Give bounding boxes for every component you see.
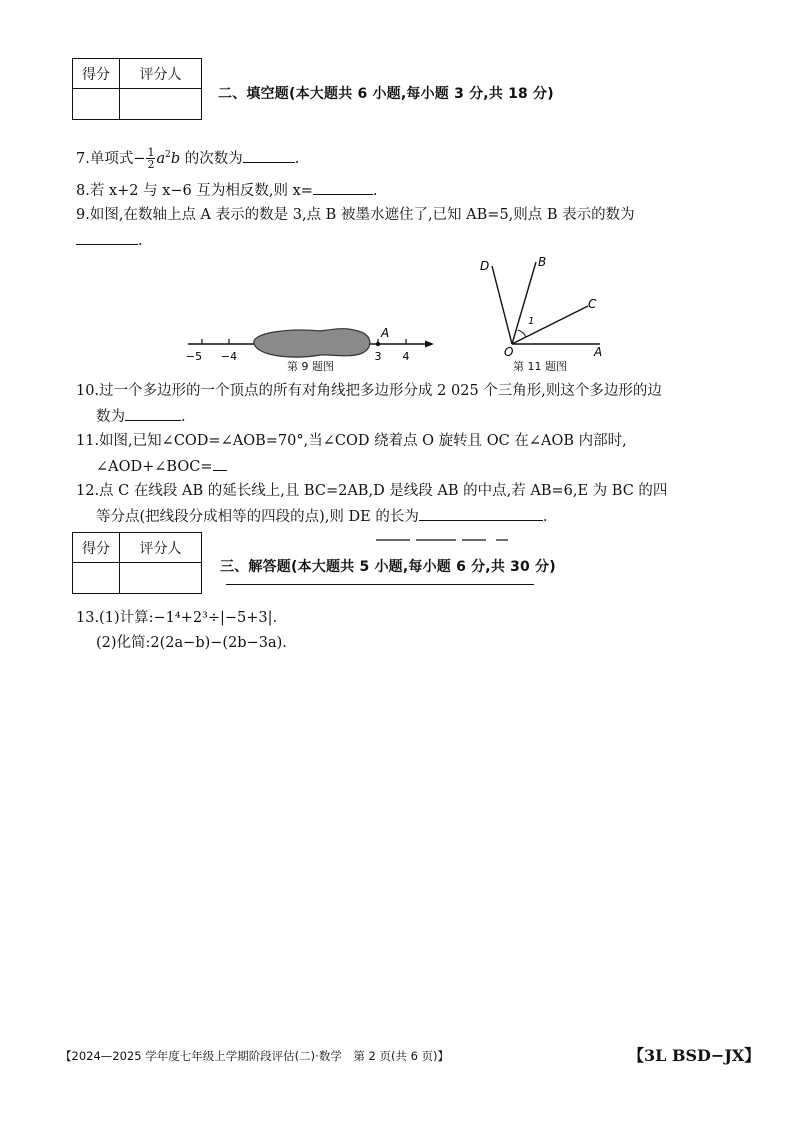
- score-label: 得分: [73, 59, 120, 89]
- question-8: 8.若 x+2 与 x−6 互为相反数,则 x= .: [76, 180, 378, 201]
- question-12-line2: 等分点(把线段分成相等的四段的点),则 DE 的长为 .: [96, 506, 547, 527]
- answer-blank-8[interactable]: [313, 180, 373, 195]
- question-11-line1: 11.如图,已知∠COD=∠AOB=70°,当∠COD 绕着点 O 旋转且 OC 在∠AOB 内部时,: [76, 433, 627, 449]
- section2-title: 二、填空题(本大题共 6 小题,每小题 3 分,共 18 分): [218, 86, 554, 102]
- answer-blank-11[interactable]: [213, 456, 227, 471]
- label-o: O: [504, 345, 514, 359]
- score-cell[interactable]: [73, 89, 120, 120]
- tick-label: 3: [374, 350, 382, 363]
- question-7: 7.单项式− $\frac{1}{2}$ $a^2b$ 的次数为 .: [76, 146, 300, 172]
- point-a: [376, 342, 380, 346]
- answer-blank-10[interactable]: [125, 406, 181, 421]
- question-12-line1: 12.点 C 在线段 AB 的延长线上,且 BC=2AB,D 是线段 AB 的中点,若 AB=6,E 为 BC 的四: [76, 483, 668, 499]
- grader-label: 评分人: [120, 59, 202, 89]
- score-cell[interactable]: [73, 563, 120, 594]
- page-footer: 【2024—2025 学年度七年级上学期阶段评估(二)·数学 第 2 页(共 6 页)】: [60, 1049, 450, 1063]
- score-box-section3: [72, 532, 202, 594]
- label-d: D: [480, 259, 490, 273]
- figure-11-caption: 第 11 题图: [513, 360, 567, 373]
- score-box-section2: [72, 58, 202, 120]
- label-angle-1: 1: [528, 316, 535, 327]
- section3-underline: [226, 584, 534, 585]
- section3-title: 三、解答题(本大题共 5 小题,每小题 6 分,共 30 分): [220, 559, 556, 575]
- figure-11-angles: [472, 252, 612, 362]
- tick-label: −5: [185, 350, 203, 363]
- fraction: $\frac{1}{2}$: [147, 146, 155, 172]
- answer-blank-7[interactable]: [243, 148, 295, 163]
- point-a-label: A: [381, 326, 390, 340]
- question-13-part2: (2)化简:2(2a−b)−(2b−3a).: [96, 635, 287, 651]
- grader-label: 评分人: [120, 533, 202, 563]
- question-11-line2: ∠AOD+∠BOC=: [96, 456, 227, 477]
- grader-cell[interactable]: [120, 89, 202, 120]
- question-9-line1: 9.如图,在数轴上点 A 表示的数是 3,点 B 被墨水遮住了,已知 AB=5,则点 B 表示的数为: [76, 207, 635, 223]
- answer-blank-9[interactable]: [76, 230, 138, 245]
- figure-9-caption: 第 9 题图: [287, 360, 334, 373]
- decorative-dashes: [376, 537, 516, 543]
- grader-cell[interactable]: [120, 563, 202, 594]
- ink-blot: [254, 329, 370, 357]
- label-b: B: [538, 255, 547, 269]
- label-c: C: [588, 297, 597, 311]
- score-label: 得分: [73, 533, 120, 563]
- tick-label: 4: [402, 350, 410, 363]
- question-13-part1: 13.(1)计算:−1⁴+2³÷|−5+3|.: [76, 610, 278, 626]
- question-10-line1: 10.过一个多边形的一个顶点的所有对角线把多边形分成 2 025 个三角形,则这个多边形的边: [76, 383, 662, 399]
- question-10-line2: 数为 .: [96, 406, 186, 427]
- question-9-line2: .: [76, 230, 143, 251]
- tick-label: −4: [220, 350, 238, 363]
- answer-blank-12[interactable]: [419, 506, 543, 521]
- exam-code: 【3L BSD−JX】: [628, 1046, 761, 1065]
- label-a: A: [594, 345, 603, 359]
